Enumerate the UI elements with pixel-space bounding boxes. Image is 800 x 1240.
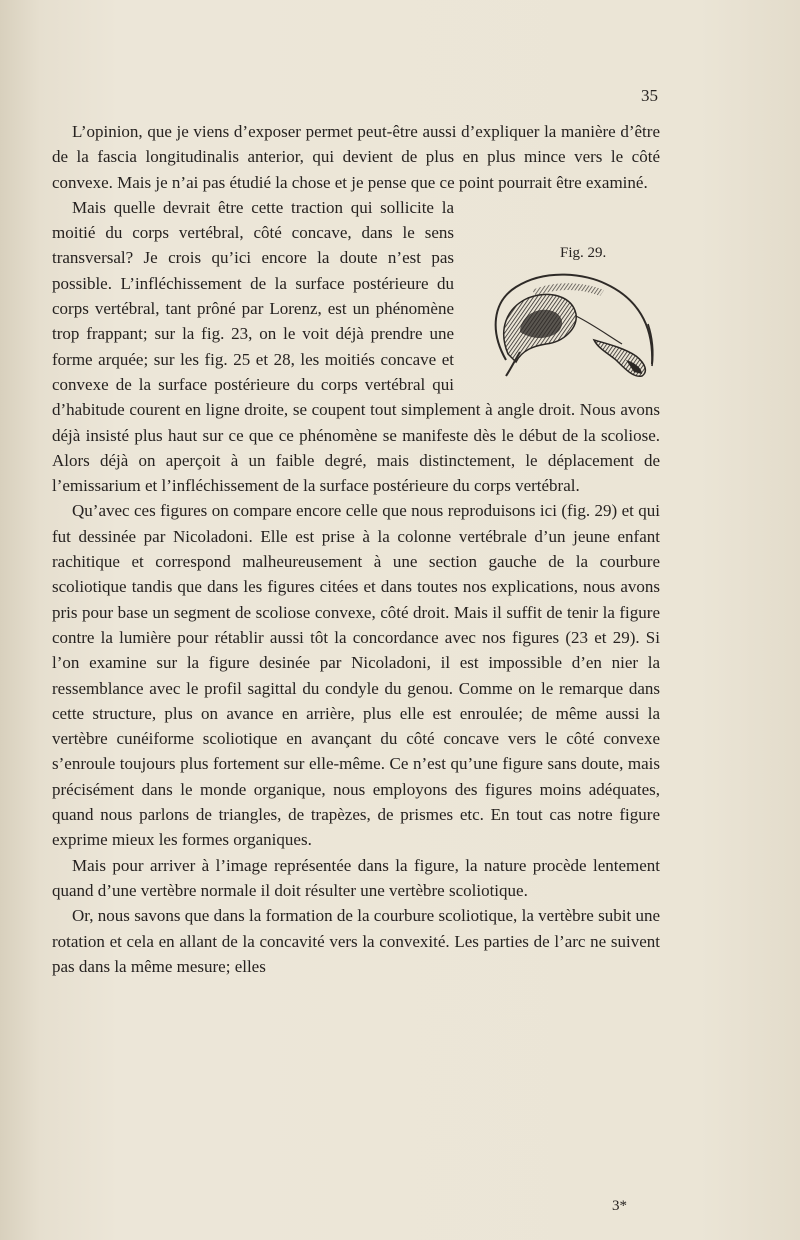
figure-space: [460, 195, 660, 379]
figure-caption: Fig. 29.: [560, 245, 607, 261]
paragraph-4: Mais pour arriver à l’image représentée dans la figure, la nature procède lentement quand d’une vertèbre normale il doit résulter une vertèbre scoliotique.: [52, 855, 660, 900]
paragraph-5: Or, nous savons que dans la formation de la courbure scoliotique, la vertèbre subit une rotation et cela en allant de la concavité vers la convexité. Les parties de l’arc ne suivent pas dans la même mesure; elles: [52, 906, 660, 976]
signature-mark: 3*: [612, 1198, 627, 1214]
body-text: [52, 119, 660, 979]
page-number: 35: [641, 86, 658, 105]
paragraph-2: Mais quelle devrait être cette traction qui sollicite la moitié du corps vertébral, côté concave, dans le sens transversal? Je crois qu’ici encore la doute n’est pas possible. L’infléchissement de la surface postérieure du corps vertébral, tant prôné par Lorenz, est un phénomène trop frappant; sur la fig. 23, on le voit déjà prendre une forme arquée; sur les fig. 25 et 28, les moitiés concave et convexe de la surface postérieure du corps vertébral qui d’habitude courent en ligne droite, se coupent tout simplement à angle droit. Nous avons déjà insisté plus haut sur ce que ce phénomène se manifeste dès le début de la scoliose. Alors déjà on aperçoit à un faible degré, mais distinctement, le déplacement de l’emissarium et l’infléchissement de la surface postérieure du corps vertébral.: [52, 197, 660, 496]
paragraph-1: L’opinion, que je viens d’exposer permet peut-être aussi d’expliquer la manière d’être de la fascia longitudinalis anterior, qui devient de plus en plus mince vers le côté convexe. Mais je n’ai pas étudié la chose et je pense que ce point pourrait être examiné.: [52, 122, 660, 192]
paragraph-3: Qu’avec ces figures on compare encore celle que nous reproduisons ici (fig. 29) et qui fut dessinée par Nicoladoni. Elle est prise à la colonne vertébrale d’un jeune enfant rachitique et correspond malheureusement à une section gauche de la courbure scoliotique tandis que dans les figures citées et dans toutes nos explications, nous avons pris pour base un segment de scoliose convexe, côté droit. Mais il suffit de tenir la figure contre la lumière pour rétablir aussi tôt la concordance avec nos figures (23 et 29). Si l’on examine sur la figure desinée par Nicoladoni, il est impossible d’en nier la ressemblance avec le profil sagittal du condyle du genou. Comme on le remarque dans cette structure, plus on avance en arrière, plus elle est enroulée; de même aussi la vertèbre cunéiforme scoliotique en avançant du côté concave vers le côté convexe s’enroule toujours plus fortement sur elle-même. Ce n’est qu’une figure sans doute, mais précisément dans le monde organique, nous employons des figures moins adéquates, quand nous parlons de triangles, de trapèzes, de prismes etc. En tout cas notre figure exprime mieux les formes organiques.: [52, 501, 660, 850]
